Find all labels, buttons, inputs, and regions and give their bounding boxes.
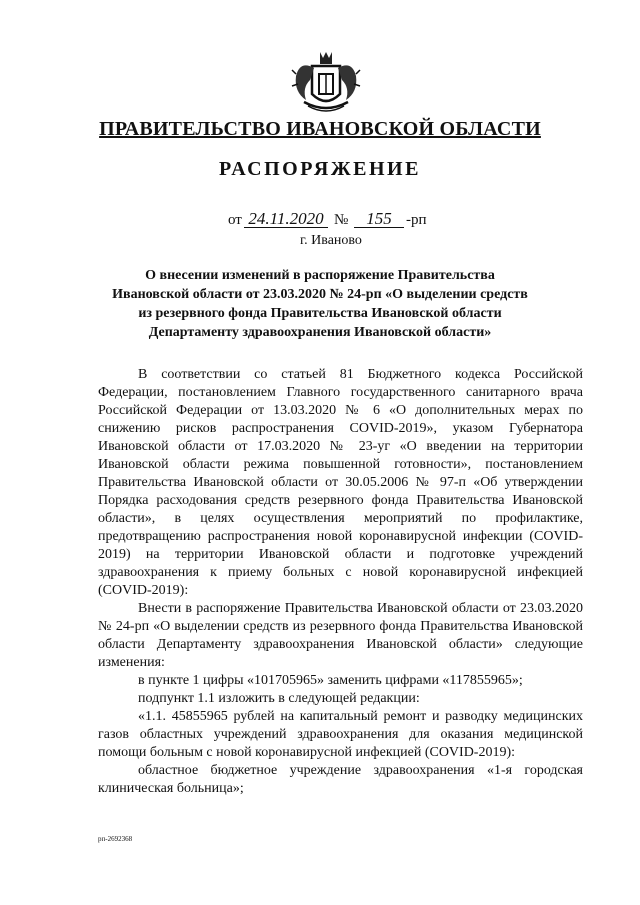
handwritten-date: 24.11.2020	[244, 210, 328, 228]
handwritten-number: 155	[354, 210, 404, 228]
body-paragraph: в пункте 1 цифры «101705965» заменить цифрами «117855965»;	[138, 673, 523, 688]
subject-line: Департаменту здравоохранения Ивановской области»	[148, 325, 492, 340]
body-paragraph: областное бюджетное учреждение здравоохранения «1-я городская клиническая больница»;	[98, 763, 583, 796]
body-paragraph: Внести в распоряжение Правительства Ивановской области от 23.03.2020 № 24-рп «О выделении средств из резервного фонда Правительства Ивановской области Департаменту здравоохранения Ивановской области» следующие изменения:	[98, 601, 583, 670]
number-label: №	[334, 212, 349, 228]
subject-line: О внесении изменений в распоряжение Правительства	[145, 268, 495, 283]
subject-title	[90, 266, 550, 342]
number-suffix: -рп	[406, 212, 427, 228]
body-paragraph: «1.1. 45855965 рублей на капитальный ремонт и разводку медицинских газов областных учреждений здравоохранения для оказания медицинской помощи больным с новой коронавирусной инфекцией (COVID-2019):	[98, 709, 583, 760]
organization-title: ПРАВИТЕЛЬСТВО ИВАНОВСКОЙ ОБЛАСТИ	[99, 118, 541, 140]
document-body	[98, 366, 583, 798]
subject-line: Ивановской области от 23.03.2020 № 24-рп «О выделении средств	[112, 287, 528, 302]
subject-line: из резервного фонда Правительства Ивановской области	[138, 306, 502, 321]
body-paragraph: В соответствии со статьей 81 Бюджетного кодекса Российской Федерации, постановлением Главного государственного санитарного врача Российской Федерации от 13.03.2020 № 6 «О дополнительных мерах по снижению рисков распространения COVID-2019», указом Губернатора Ивановской области от 17.03.2020 № 23-уг «О введении на территории Ивановской области режима повышенной готовности», постановлением Правительства Ивановской области от 30.05.2006 № 97-п «Об утверждении Порядка расходования средств резервного фонда Правительства Ивановской области», в целях осуществления мероприятий по профилактике, предотвращению распространения новой коронавирусной инфекции (COVID-2019) на территории Ивановской области и подготовке учреждений здравоохранения к приему больных с новой коронавирусной инфекцией (COVID-2019):	[98, 367, 583, 598]
ivanovo-coat-of-arms-icon	[290, 48, 362, 118]
document-code: рп-2692368	[98, 835, 133, 843]
document-type: РАСПОРЯЖЕНИЕ	[219, 158, 421, 180]
body-paragraph: подпункт 1.1 изложить в следующей редакции:	[138, 691, 420, 706]
date-from-label: от	[228, 212, 242, 228]
city: г. Иваново	[300, 233, 362, 248]
